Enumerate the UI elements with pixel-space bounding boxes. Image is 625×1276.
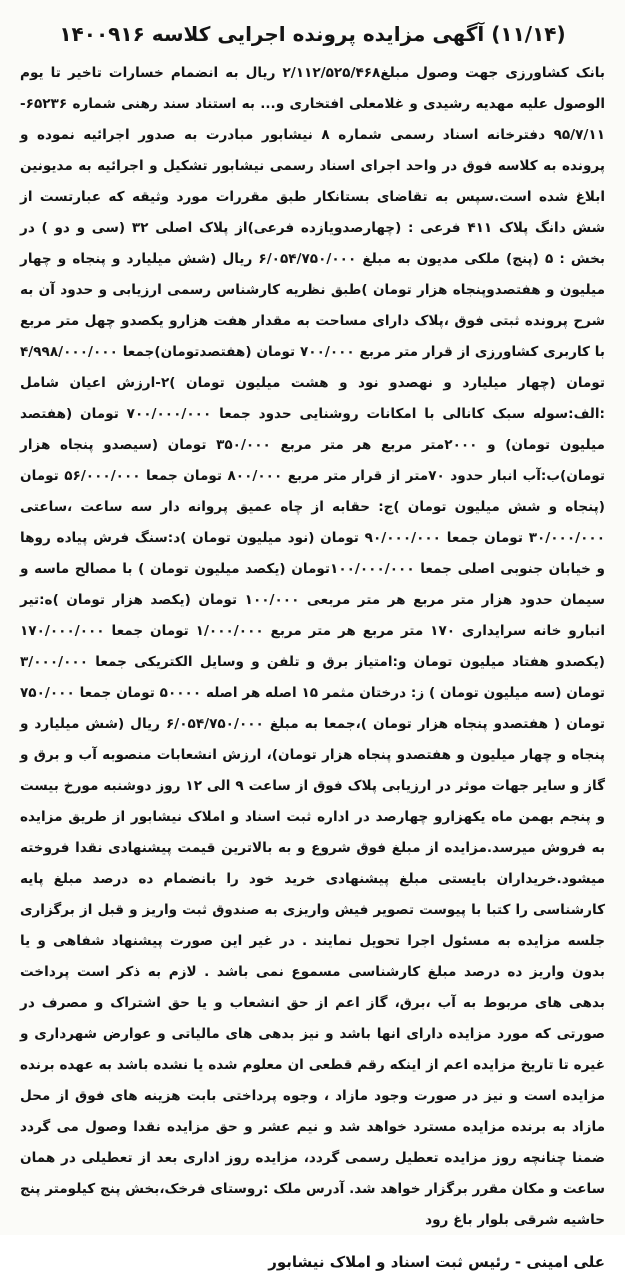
notice-title: (۱۱/۱۴) آگهی مزایده پرونده اجرایی کلاسه ۱۴۰۰۹۱۶ — [59, 22, 566, 46]
notice-body: بانک کشاورزی جهت وصول مبلغ۲/۱۱۲/۵۲۵/۴۶۸ ریال به انضمام خسارات تاخیر تا یوم الوصول علیه مهدیه رشیدی و غلامعلی افتخاری و... به استناد سند رهنی شماره ۶۵۲۳۶- ۹۵/۷/۱۱ دفترخانه اسناد رسمی شماره ۸ نیشابور مبادرت به صدور اجرائیه نموده و پرونده به کلاسه فوق در واحد اجرای اسناد رسمی نیشابور تشکیل و اجرائیه به مدیونین ابلاغ شده است.سپس به تقاضای بستانکار طبق مقررات مورد وثیقه که عبارتست از شش دانگ پلاک ۴۱۱ فرعی : (چهارصدویازده فرعی)از پلاک اصلی ۳۲ (سی و دو ) در بخش : ۵ (پنج) ملکی مدیون به مبلغ ۶/۰۵۴/۷۵۰/۰۰۰ ریال (شش میلیارد و پنجاه و چهار میلیون و هفتصدوپنجاه هزار تومان )طبق نظریه کارشناس رسمی ارزیابی و حدود آن به شرح پرونده ثبتی فوق ،پلاک دارای مساحت به مقدار هفت هزارو یکصدو چهل متر مربع با کاربری کشاورزی از قرار متر مربع ۷۰۰/۰۰۰ تومان (هفتصدتومان)جمعا ۴/۹۹۸/۰۰۰/۰۰۰ تومان (چهار میلیارد و نهصدو نود و هشت میلیون تومان )۲-ارزش اعیان شامل :الف:سوله سبک کانالی با امکانات روشنایی حدود جمعا ۷۰۰/۰۰۰/۰۰۰ تومان (هفتصد میلیون تومان) و ۲۰۰۰متر مربع هر متر مربع ۳۵۰/۰۰۰ تومان (سیصدو پنجاه هزار تومان)ب:آب انبار حدود ۷۰متر از قرار متر مربع ۸۰۰/۰۰۰ تومان جمعا ۵۶/۰۰۰/۰۰۰ تومان (پنجاه و شش میلیون تومان )ج: حقابه از چاه عمیق پروانه دار سه ساعت ،ساعتی ۳۰/۰۰۰/۰۰۰ تومان جمعا ۹۰/۰۰۰/۰۰۰ تومان (نود میلیون تومان )د:سنگ فرش پیاده روها و خیابان جنوبی اصلی جمعا ۱۰۰/۰۰۰/۰۰۰تومان (یکصد میلیون تومان ) با مصالح ماسه و سیمان حدود هزار متر مربع هر متر مربعی ۱۰۰/۰۰۰ تومان (یکصد هزار تومان )ه:تیر انبارو خانه سرایداری ۱۷۰ متر مربع هر متر مربع ۱/۰۰۰/۰۰۰ تومان جمعا ۱۷۰/۰۰۰/۰۰۰ (یکصدو هفتاد میلیون تومان و:امتیاز برق و تلفن و وسایل الکتریکی جمعا ۳/۰۰۰/۰۰۰ تومان (سه میلیون تومان ) ز: درختان مثمر ۱۵ اصله هر اصله ۵۰۰۰۰ تومان جمعا ۷۵۰/۰۰۰ تومان ( هفتصدو پنجاه هزار تومان )،جمعا به مبلغ ۶/۰۵۴/۷۵۰/۰۰۰ ریال (شش میلیارد و پنجاه و چهار میلیون و هفتصدو پنجاه هزار تومان)، ارزش انشعابات منصوبه آب و برق و گاز و سایر جهات موثر در ارزیابی پلاک فوق از ساعت ۹ الی ۱۲ روز دوشنبه مورخ بیست و پنجم بهمن ماه یکهزارو چهارصد در اداره ثبت اسناد و املاک نیشابور از طریق مزایده به فروش میرسد.مزایده از مبلغ فوق شروع و به بالاترین قیمت پیشنهادی نقدا فروخته میشود.خریداران بایستی مبلغ پیشنهادی خرید خود را بانضمام ده درصد مبلغ پایه کارشناسی را کتبا با پیوست تصویر فیش واریزی به صندوق ثبت واریز و قبل از برگزاری جلسه مزایده به مسئول اجرا تحویل نمایند . در غیر این صورت پیشنهاد شفاهی و یا بدون واریز ده درصد مبلغ کارشناسی مسموع نمی باشد . لازم به ذکر است پرداخت بدهی های مربوط به آب ،برق، گاز اعم از حق انشعاب و یا حق اشتراک و مصرف در صورتی که مورد مزایده دارای انها باشد و نیز بدهی های مالیاتی و عوارض شهرداری و غیره تا تاریخ مزایده اعم از اینکه رقم قطعی ان معلوم شده یا نشده باشد به عهده برنده مزایده است و نیز در صورت وجود مازاد ، وجوه پرداختی بابت هزینه های فوق از محل مازاد به برنده مزایده مسترد خواهد شد و نیم عشر و حق مزایده نقدا وصول می گردد ضمنا چنانچه روز مزایده تعطیل رسمی گردد، مزایده روز اداری بعد از تعطیلی در همان ساعت و مکان مقرر برگزار خواهد شد. آدرس ملک :روستای فرخک،بخش پنج کیلومتر پنج حاشیه شرقی بلوار باغ رود — [20, 65, 605, 1228]
notice-signature: علی امینی - رئیس ثبت اسناد و املاک نیشابور — [268, 1253, 605, 1271]
